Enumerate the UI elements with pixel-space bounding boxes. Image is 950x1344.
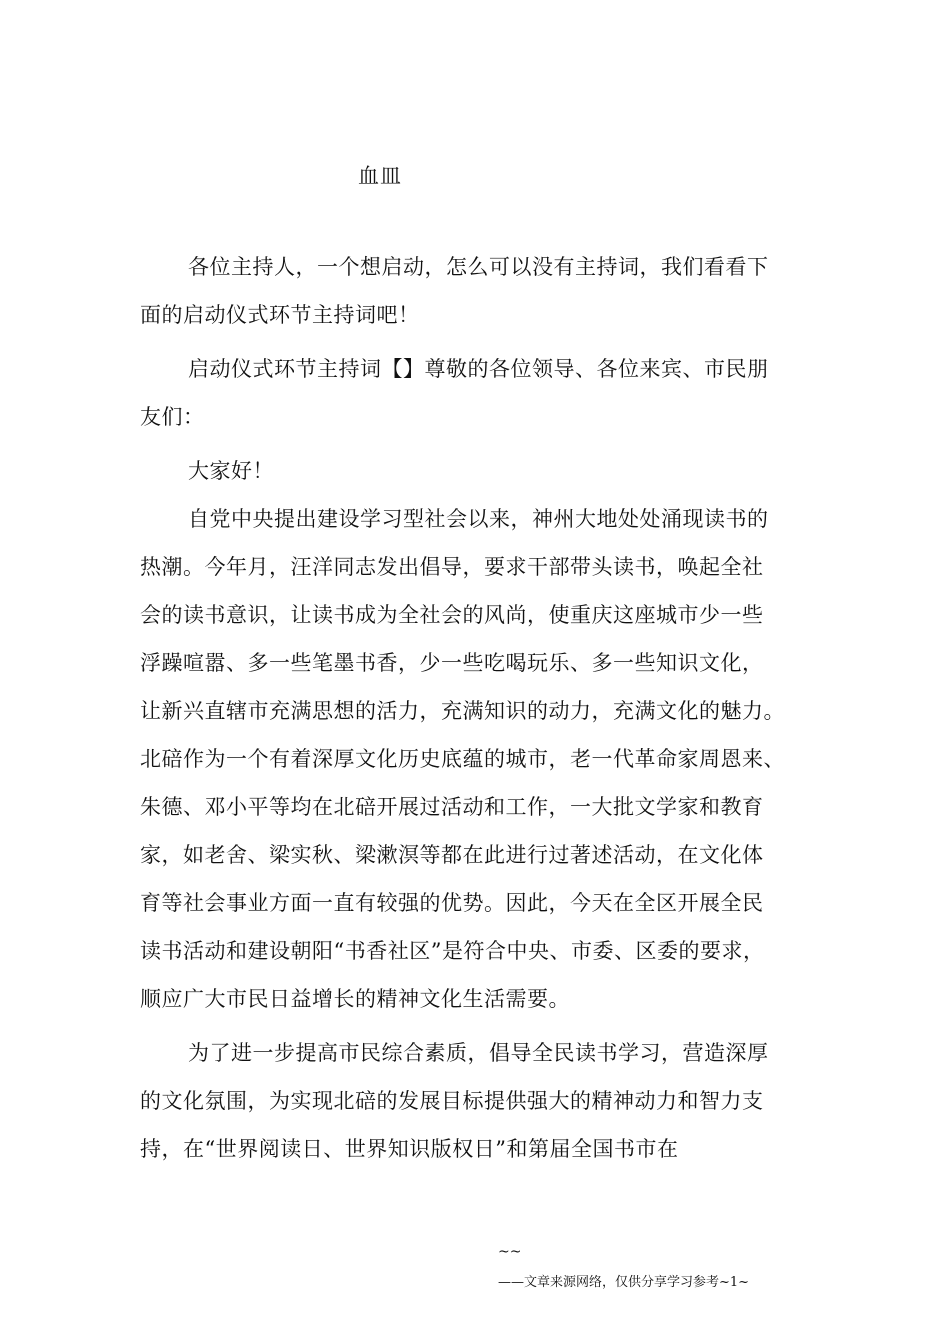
text-line: 浮躁喧嚣、多一些笔墨书香，少一些吃喝玩乐、多一些知识文化， xyxy=(140,651,764,675)
text-line: 北碚作为一个有着深厚文化历史底蕴的城市，老一代革命家周恩来、 xyxy=(140,747,785,771)
text-line: 友们： xyxy=(140,405,205,429)
footer-tilde: ~~ xyxy=(498,1244,522,1260)
text-line: 为了进一步提高市民综合素质，倡导全民读书学习，营造深厚 xyxy=(188,1041,769,1065)
text-line: 会的读书意识，让读书成为全社会的风尚，使重庆这座城市少一些 xyxy=(140,603,764,627)
text-line: 育等社会事业方面一直有较强的优势。因此，今天在全区开展全民 xyxy=(140,891,764,915)
text-line: 顺应广大市民日益增长的精神文化生活需要。 xyxy=(140,987,570,1011)
text-line: 让新兴直辖市充满思想的活力，充满知识的动力，充满文化的魅力。 xyxy=(140,699,785,723)
text-line: 的文化氛围，为实现北碚的发展目标提供强大的精神动力和智力支 xyxy=(140,1089,764,1113)
text-line: 启动仪式环节主持词【】尊敬的各位领导、各位来宾、市民朋 xyxy=(188,357,769,381)
text-line: 自党中央提出建设学习型社会以来，神州大地处处涌现读书的 xyxy=(188,507,769,531)
body-text xyxy=(140,243,830,1173)
text-line: 家，如老舍、梁实秋、梁漱溟等都在此进行过著述活动，在文化体 xyxy=(140,843,764,867)
text-line: 热潮。今年月，汪洋同志发出倡导，要求干部带头读书，唤起全社 xyxy=(140,555,764,579)
text-line: 面的启动仪式环节主持词吧！ xyxy=(140,303,420,327)
text-line: 读书活动和建设朝阳“书香社区”是符合中央、市委、区委的要求， xyxy=(140,939,765,963)
footer-note: ——文章来源网络，仅供分享学习参考~1~ xyxy=(498,1275,750,1290)
text-line: 大家好！ xyxy=(188,459,274,483)
text-line: 持，在“世界阅读日、世界知识版权日”和第届全国书市在 xyxy=(140,1137,679,1161)
header-mark: 血皿 xyxy=(358,164,402,188)
text-line: 朱德、邓小平等均在北碚开展过活动和工作，一大批文学家和教育 xyxy=(140,795,764,819)
text-line: 各位主持人，一个想启动，怎么可以没有主持词，我们看看下 xyxy=(188,255,769,279)
